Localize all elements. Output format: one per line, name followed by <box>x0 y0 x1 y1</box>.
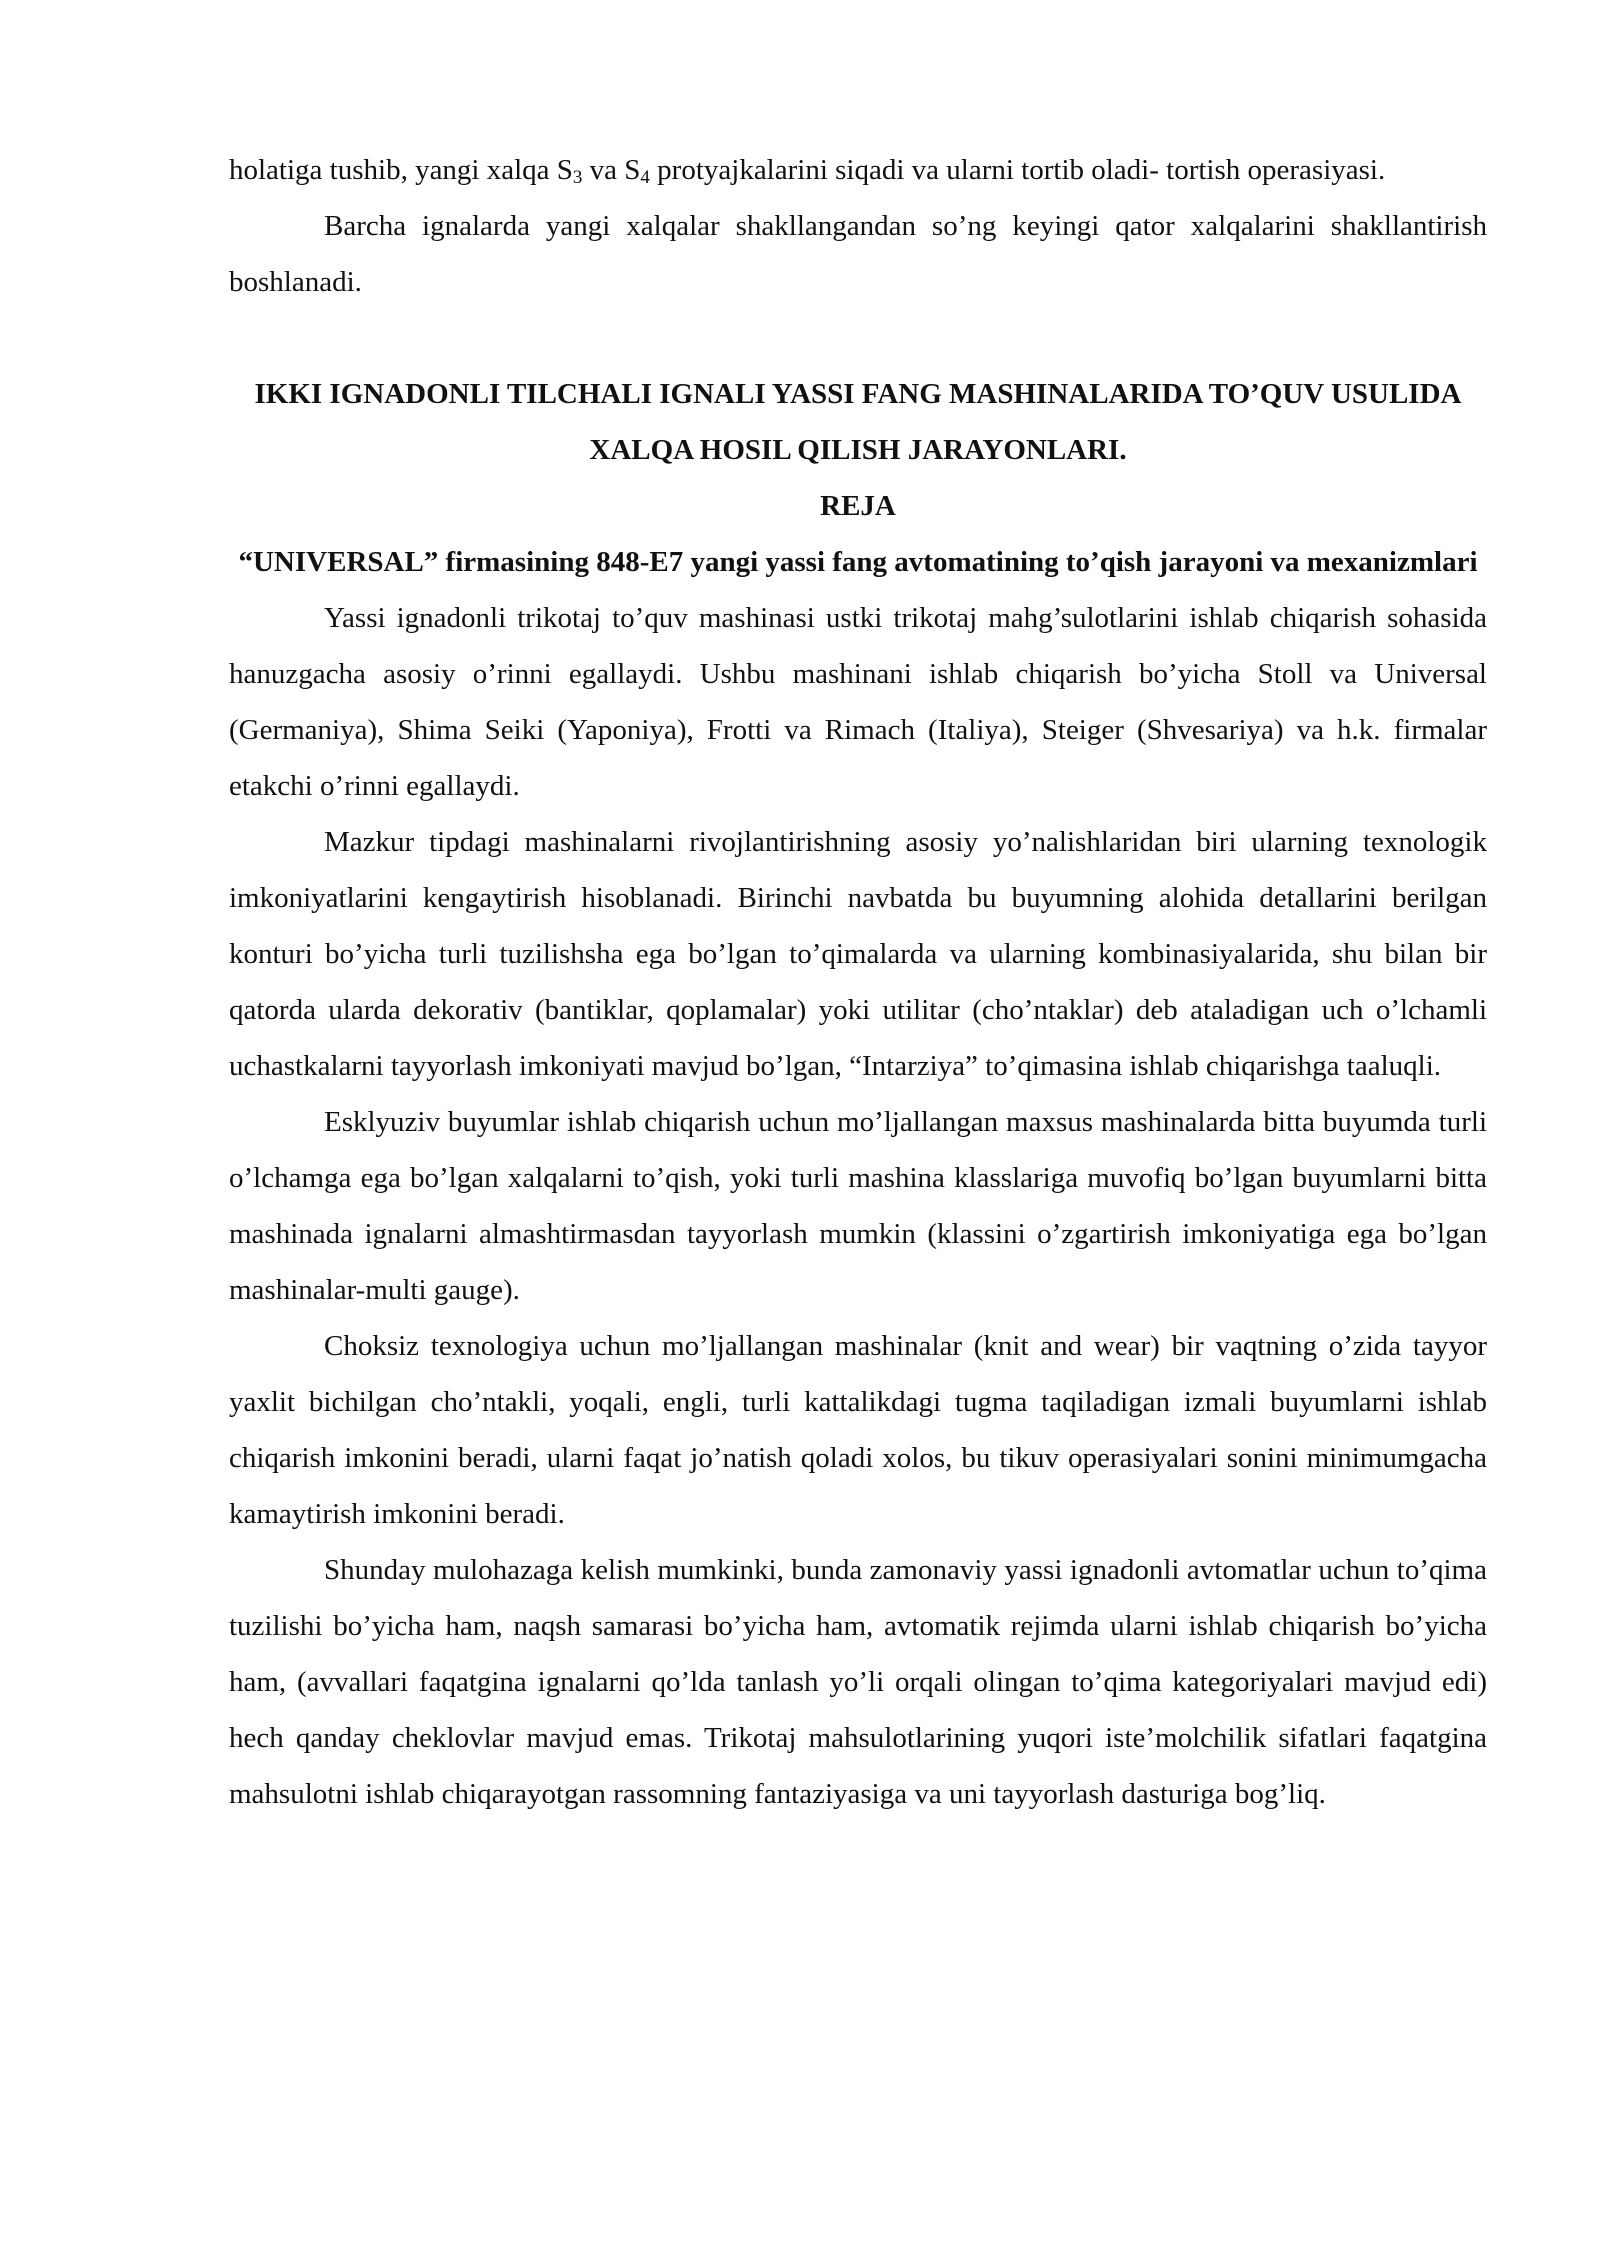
document-page <box>229 142 1487 1822</box>
subscript-3: 3 <box>572 167 583 188</box>
text-segment: holatiga tushib, yangi xalqa S <box>229 154 573 186</box>
body-paragraph-1: Yassi ignadonli trikotaj to’quv mashinasi ustki trikotaj mahg’sulotlarini ishlab chiqarish sohasida hanuzgacha asosiy o’rinni egallaydi. Ushbu mashinani ishlab chiqarish bo’yicha Stoll va Universal (Germaniya), Shima Seiki (Yaponiya), Frotti va Rimach (Italiya), Steiger (Shvesariya) va h.k. firmalar etakchi o’rinni egallaydi. <box>229 602 1487 802</box>
text-segment: va S <box>582 154 641 186</box>
body-paragraph-4: Choksiz texnologiya uchun mo’ljallangan mashinalar (knit and wear) bir vaqtning o’zida tayyor yaxlit bichilgan cho’ntakli, yoqali, engli, turli kattalikdagi tugma taqiladigan izmali buyumlarni ishlab chiqarish imkonini beradi, ularni faqat jo’natish qoladi xolos, bu tikuv operasiyalari sonini minimumgacha kamaytirish imkonini beradi. <box>229 1330 1487 1530</box>
body-paragraph-3: Esklyuziv buyumlar ishlab chiqarish uchun mo’ljallangan maxsus mashinalarda bitta buyumda turli o’lchamga ega bo’lgan xalqalarni to’qish, yoki turli mashina klasslariga muvofiq bo’lgan buyumlarni bitta mashinada ignalarni almashtirmasdan tayyorlash mumkin (klassini o’zgartirish imkoniyatiga ega bo’lgan mashinalar-multi gauge). <box>229 1106 1487 1306</box>
body-paragraph-5: Shunday mulohazaga kelish mumkinki, bunda zamonaviy yassi ignadonli avtomatlar uchun to’qima tuzilishi bo’yicha ham, naqsh samarasi bo’yicha ham, avtomatik rejimda ularni ishlab chiqarish bo’yicha ham, (avvallari faqatgina ignalarni qo’lda tanlash yo’li orqali olingan to’qima kategoriyalari mavjud edi) hech qanday cheklovlar mavjud emas. Trikotaj mahsulotlarining yuqori iste’molchilik sifatlari faqatgina mahsulotni ishlab chiqarayotgan rassomning fantaziyasiga va uni tayyorlash dasturiga bog’liq. <box>229 1554 1487 1810</box>
spacer <box>229 310 1487 366</box>
paragraph-next-row: Barcha ignalarda yangi xalqalar shakllangandan so’ng keyingi qator xalqalarini shakllantirish boshlanadi. <box>229 210 1487 298</box>
section-subtitle: “UNIVERSAL” firmasining 848-E7 yangi yassi fang avtomatining to’qish jarayoni va mexanizmlari <box>238 546 1478 578</box>
section-title: IKKI IGNADONLI TILCHALI IGNALI YASSI FANG MASHINALARIDA TO’QUV USULIDA XALQA HOSIL QILISH JARAYONLARI. <box>254 378 1462 466</box>
plan-label: REJA <box>820 490 896 522</box>
paragraph-tortish-operation <box>229 142 1487 198</box>
subscript-4: 4 <box>640 167 650 188</box>
body-paragraph-2: Mazkur tipdagi mashinalarni rivojlantirishning asosiy yo’nalishlaridan biri ularning texnologik imkoniyatlarini kengaytirish hisoblanadi. Birinchi navbatda bu buyumning alohida detallarini berilgan konturi bo’yicha turli tuzilishsha ega bo’lgan to’qimalarda va ularning kombinasiyalarida, shu bilan bir qatorda ularda dekorativ (bantiklar, qoplamalar) yoki utilitar (cho’ntaklar) deb ataladigan uch o’lchamli uchastkalarni tayyorlash imkoniyati mavjud bo’lgan, “Intarziya” to’qimasina ishlab chiqarishga taaluqli. <box>229 826 1487 1082</box>
text-segment: protyajkalarini siqadi va ularni tortib oladi- tortish operasiyasi. <box>649 154 1386 186</box>
